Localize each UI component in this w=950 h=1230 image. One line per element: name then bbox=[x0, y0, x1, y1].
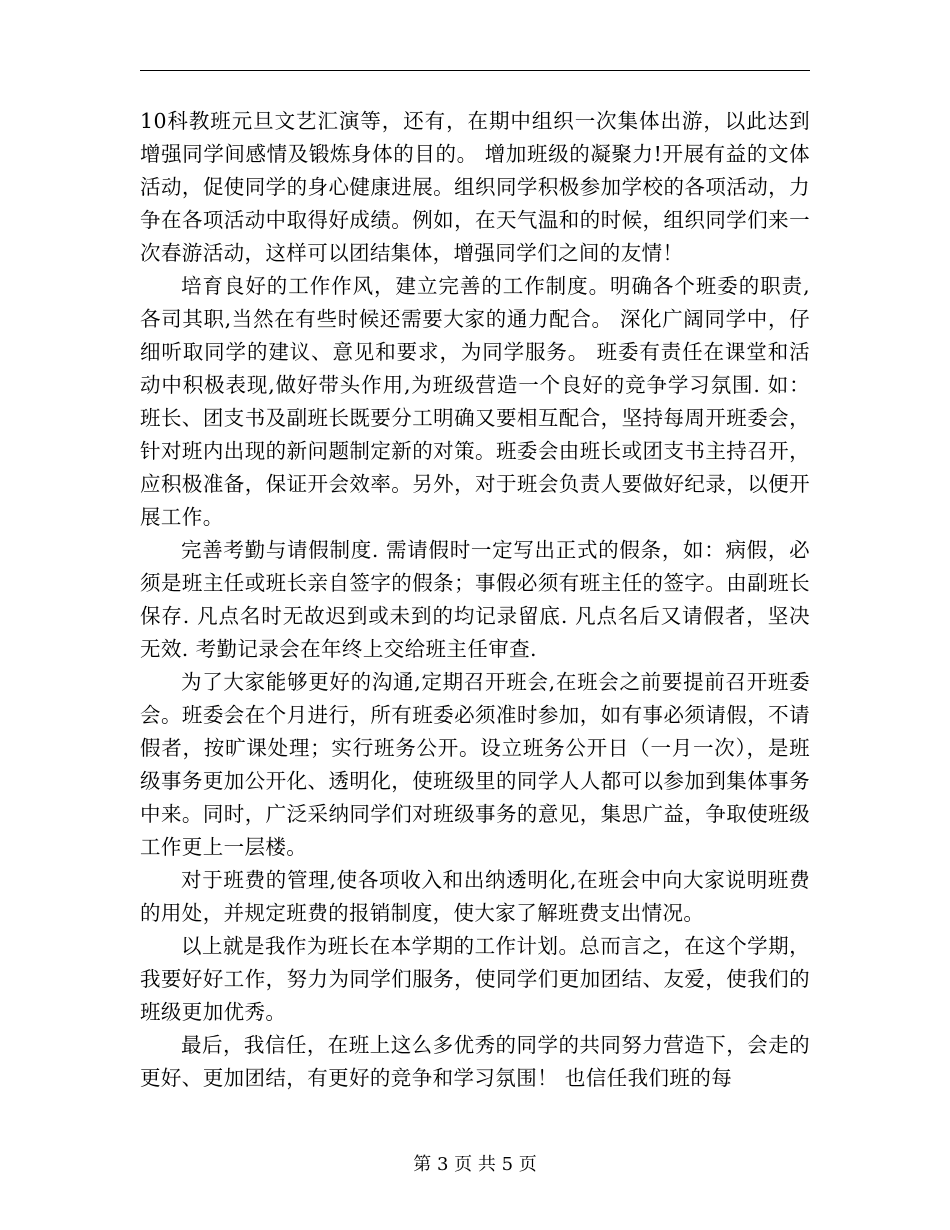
page-number-label: 第 3 页 共 5 页 bbox=[413, 1154, 537, 1175]
header-rule bbox=[140, 70, 810, 71]
paragraph-2: 培育良好的工作作风，建立完善的工作制度。明确各个班委的职责,各司其职,当然在有些时候还需要大家的通力配合。 深化广阔同学中，仔细听取同学的建议、意见和要求，为同学服务。 班委有责任在课堂和活动中积极表现,做好带头作用,为班级营造一个良好的竞争学习氛围. 如：班长、团支书及副班长既要分工明确又要相互配合，坚持每周开班委会，针对班内出现的新问题制定新的对策。班委会由班长或团支书主持召开，应积极准备，保证开会效率。另外，对于班会负责人要做好纪录，以便开展工作。 bbox=[140, 274, 810, 529]
paragraph-1: 10科教班元旦文艺汇演等，还有，在期中组织一次集体出游，以此达到增强同学间感情及锻炼身体的目的。 增加班级的凝聚力!开展有益的文体活动，促使同学的身心健康进展。组织同学积极参加学校的各项活动，力争在各项活动中取得好成绩。例如，在天气温和的时候，组织同学们来一次春游活动，这样可以团结集体，增强同学们之间的友情！ bbox=[140, 109, 810, 265]
page-footer bbox=[0, 1153, 950, 1177]
paragraph-6: 以上就是我作为班长在本学期的工作计划。总而言之，在这个学期，我要好好工作，努力为同学们服务，使同学们更加团结、友爱，使我们的班级更加优秀。 bbox=[140, 934, 810, 1024]
paragraph-4: 为了大家能够更好的沟通,定期召开班会,在班会之前要提前召开班委会。班委会在个月进行，所有班委必须准时参加，如有事必须请假，不请假者，按旷课处理；实行班务公开。设立班务公开日（一月一次），是班级事务更加公开化、透明化，使班级里的同学人人都可以参加到集体事务中来。同时，广泛采纳同学们对班级事务的意见，集思广益，争取使班级工作更上一层楼。 bbox=[140, 670, 810, 859]
paragraph-5: 对于班费的管理,使各项收入和出纳透明化,在班会中向大家说明班费的用处，并规定班费的报销制度，使大家了解班费支出情况。 bbox=[140, 868, 810, 925]
paragraph-7: 最后，我信任，在班上这么多优秀的同学的共同努力营造下，会走的更好、更加团结，有更好的竞争和学习氛围！ 也信任我们班的每 bbox=[140, 1033, 810, 1090]
body-text bbox=[140, 105, 810, 1095]
paragraph-3: 完善考勤与请假制度. 需请假时一定写出正式的假条，如：病假，必须是班主任或班长亲自签字的假条；事假必须有班主任的签字。由副班长保存. 凡点名时无故迟到或未到的均记录留底. 凡点名后又请假者，坚决无效. 考勤记录会在年终上交给班主任审查. bbox=[140, 538, 810, 661]
